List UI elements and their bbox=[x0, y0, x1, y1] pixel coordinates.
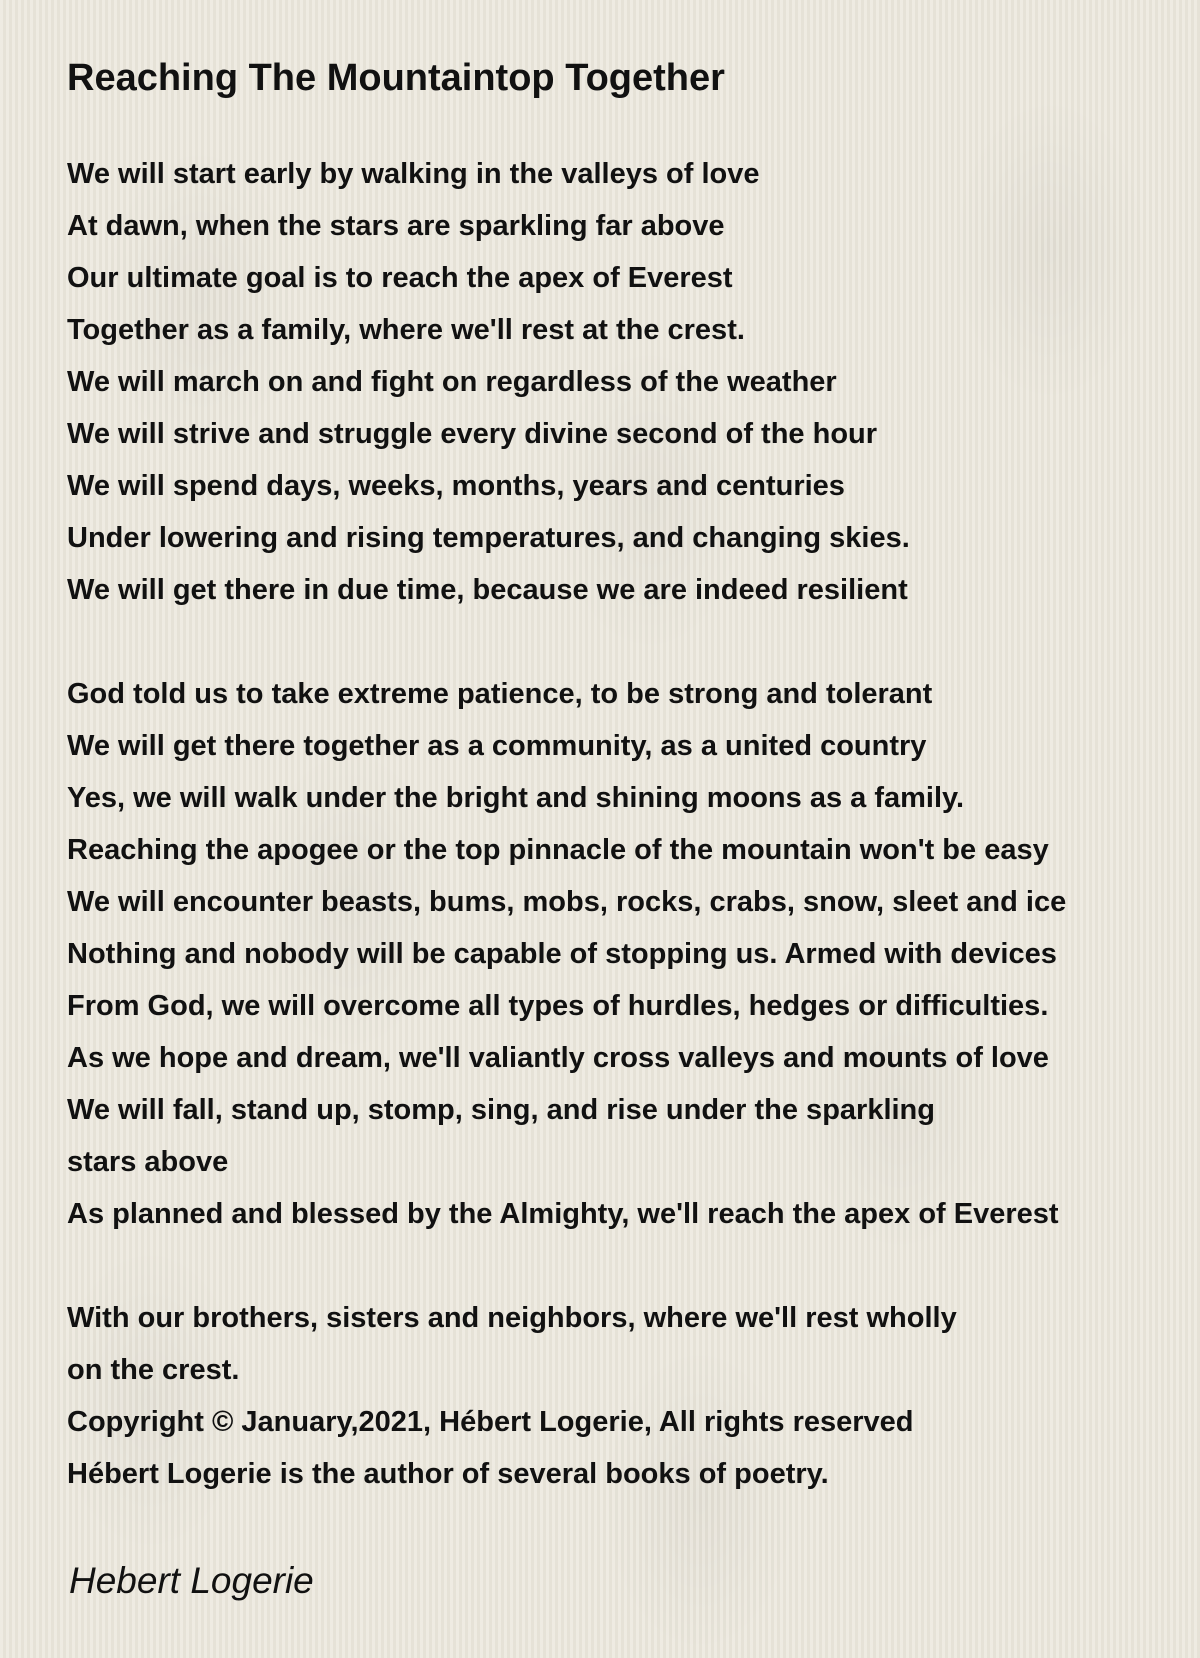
copyright-line: Copyright © January,2021, Hébert Logerie, All rights reserved bbox=[67, 1406, 914, 1438]
stanza-break bbox=[67, 1240, 1192, 1292]
poem-line: From God, we will overcome all types of hurdles, hedges or difficulties. bbox=[67, 990, 1049, 1022]
poem-line: As we hope and dream, we'll valiantly cross valleys and mounts of love bbox=[67, 1042, 1049, 1074]
poem-line: on the crest. bbox=[67, 1354, 240, 1386]
poem-line: We will fall, stand up, stomp, sing, and rise under the sparkling bbox=[67, 1094, 935, 1126]
poem-body bbox=[67, 148, 1192, 1500]
poem-line: stars above bbox=[67, 1146, 229, 1178]
poem-line: We will spend days, weeks, months, years and centuries bbox=[67, 470, 845, 502]
poem-line: We will march on and fight on regardless of the weather bbox=[67, 366, 837, 398]
poem-title: Reaching The Mountaintop Together bbox=[67, 57, 725, 99]
author-name: Hebert Logerie bbox=[69, 1560, 314, 1601]
poem-line: We will strive and struggle every divine second of the hour bbox=[67, 418, 878, 450]
poem-line: With our brothers, sisters and neighbors, where we'll rest wholly bbox=[67, 1302, 957, 1334]
poem-line: We will get there in due time, because we are indeed resilient bbox=[67, 574, 908, 606]
poem-line: Our ultimate goal is to reach the apex of Everest bbox=[67, 262, 733, 294]
poem-line: Yes, we will walk under the bright and shining moons as a family. bbox=[67, 782, 965, 814]
poem-line: Reaching the apogee or the top pinnacle of the mountain won't be easy bbox=[67, 834, 1049, 866]
author-note-line: Hébert Logerie is the author of several books of poetry. bbox=[67, 1458, 829, 1490]
stanza-break bbox=[67, 616, 1192, 668]
poem-line: God told us to take extreme patience, to be strong and tolerant bbox=[67, 678, 933, 710]
poem-line: We will encounter beasts, bums, mobs, rocks, crabs, snow, sleet and ice bbox=[67, 886, 1067, 918]
poem-line: We will start early by walking in the valleys of love bbox=[67, 158, 760, 190]
poem-line: Nothing and nobody will be capable of stopping us. Armed with devices bbox=[67, 938, 1057, 970]
poem-line: We will get there together as a community, as a united country bbox=[67, 730, 927, 762]
poem-line: As planned and blessed by the Almighty, we'll reach the apex of Everest bbox=[67, 1198, 1059, 1230]
poem-line: At dawn, when the stars are sparkling far above bbox=[67, 210, 725, 242]
poem-line: Under lowering and rising temperatures, and changing skies. bbox=[67, 522, 910, 554]
poem-line: Together as a family, where we'll rest at the crest. bbox=[67, 314, 745, 346]
